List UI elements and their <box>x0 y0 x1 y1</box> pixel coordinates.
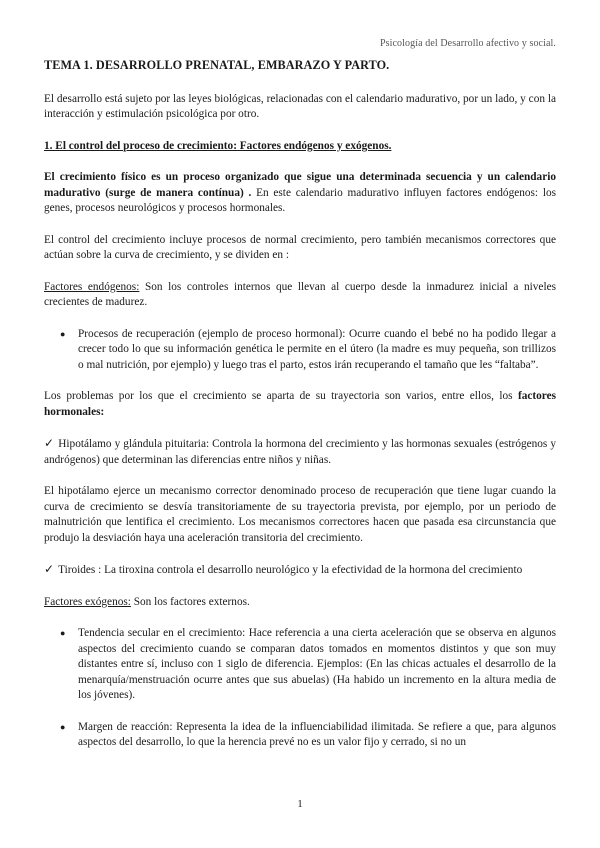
control-paragraph: El control del crecimiento incluye procesos de normal crecimiento, pero también mecanismos correctores que actúan sobre la curva de crecimiento, y se dividen en : <box>44 233 556 261</box>
thyroid-text: Tiroides : La tiroxina controla el desarrollo neurológico y la efectividad de la hormona del crecimiento <box>58 564 523 576</box>
recovery-text: Procesos de recuperación (ejemplo de proceso hormonal): Ocurre cuando el bebé no ha podido llegar a crecer todo lo que su información genética le permite en el útero (la madre es muy pequeña, son trillizos o mal nutrición, por ejemplo) y luego tras el parto, estos irán recuperando el tamaño que les “faltaba”. <box>78 327 556 371</box>
hypothalamus-paragraph <box>44 436 556 468</box>
endogenous-list <box>44 327 556 374</box>
running-header: Psicología del Desarrollo afectivo y social. <box>379 38 556 49</box>
check-icon: ✓ <box>44 436 55 450</box>
growth-paragraph <box>44 170 556 217</box>
bullet-icon: ● <box>60 328 66 339</box>
hypothalamus-text: Hipotálamo y glándula pituitaria: Controla la hormona del crecimiento y las hormonas sexuales (estrógenos y andrógenos) que determinan las diferencias entre niños y niñas. <box>44 438 556 466</box>
list-item <box>60 720 556 751</box>
endogenous-label: Factores endógenos: <box>44 280 140 293</box>
section-heading: 1. El control del proceso de crecimiento: Factores endógenos y exógenos. <box>44 139 392 152</box>
growth-definition: El crecimiento físico es un proceso organizado que sigue una determinada secuencia y un calendario madurativo (surge de manera contínua) . <box>44 171 556 199</box>
document-body <box>44 58 556 767</box>
exogenous-text: Son los factores externos. <box>130 595 250 608</box>
endogenous-paragraph <box>44 280 556 311</box>
reaction-margin-text: Margen de reacción: Representa la idea de la influenciabilidad ilimitada. Se refiere a que, para algunos aspectos del desarrollo, lo que la herencia prevé no es un valor fijo y cerrado, si no un <box>78 720 556 748</box>
problems-paragraph <box>44 389 556 420</box>
corrector-paragraph: El hipotálamo ejerce un mecanismo corrector denominado proceso de recuperación que tiene lugar cuando la curva de crecimiento se desvía transitoriamente de su trayectoria prevista, por ejemplo, por un periodo de malnutrición que lentifica el crecimiento. Los mecanismos correctores hacen que pasada esa circunstancia que produjo la desviación haya una aceleración transitoria del crecimiento. <box>44 485 556 544</box>
exogenous-paragraph <box>44 595 556 611</box>
page-title: TEMA 1. DESARROLLO PRENATAL, EMBARAZO Y PARTO. <box>44 58 390 72</box>
bullet-icon: ● <box>60 721 66 732</box>
endogenous-text: Son los controles internos que llevan al cuerpo desde la inmadurez inicial a niveles crecientes de madurez. <box>44 280 556 308</box>
intro-paragraph: El desarrollo está sujeto por las leyes biológicas, relacionadas con el calendario madurativo, por un lado, y con la interacción y estimulación psicológica por otro. <box>44 92 556 120</box>
problems-text: Los problemas por los que el crecimiento se aparta de su trayectoria son varios, entre ellos, los <box>44 390 518 402</box>
exogenous-list <box>44 626 556 751</box>
check-icon: ✓ <box>44 562 55 576</box>
page-number: 1 <box>297 798 303 810</box>
list-item <box>60 626 556 704</box>
bullet-icon: ● <box>60 628 66 638</box>
list-item <box>60 327 556 374</box>
hormonal-factors-label: factores hormonales: <box>44 390 556 418</box>
thyroid-paragraph <box>44 562 556 579</box>
exogenous-label: Factores exógenos: <box>44 595 131 608</box>
growth-text: En este calendario madurativo influyen factores endógenos: los genes, procesos neurológicos y procesos hormonales. <box>44 186 557 214</box>
secular-trend-text: Tendencia secular en el crecimiento: Hace referencia a una cierta aceleración que se observa en algunos aspectos del crecimiento cuando se comparan datos tomados en momentos distintos y que son muy distantes entre sí, incluso con 1 siglo de diferencia. Ejemplos: (En las chicas actuales el desarrollo de la menarquía/menstruación ocurre antes que sus abuelas) (Ha habido un incremento en la altura media de los jóvenes). <box>78 627 556 701</box>
